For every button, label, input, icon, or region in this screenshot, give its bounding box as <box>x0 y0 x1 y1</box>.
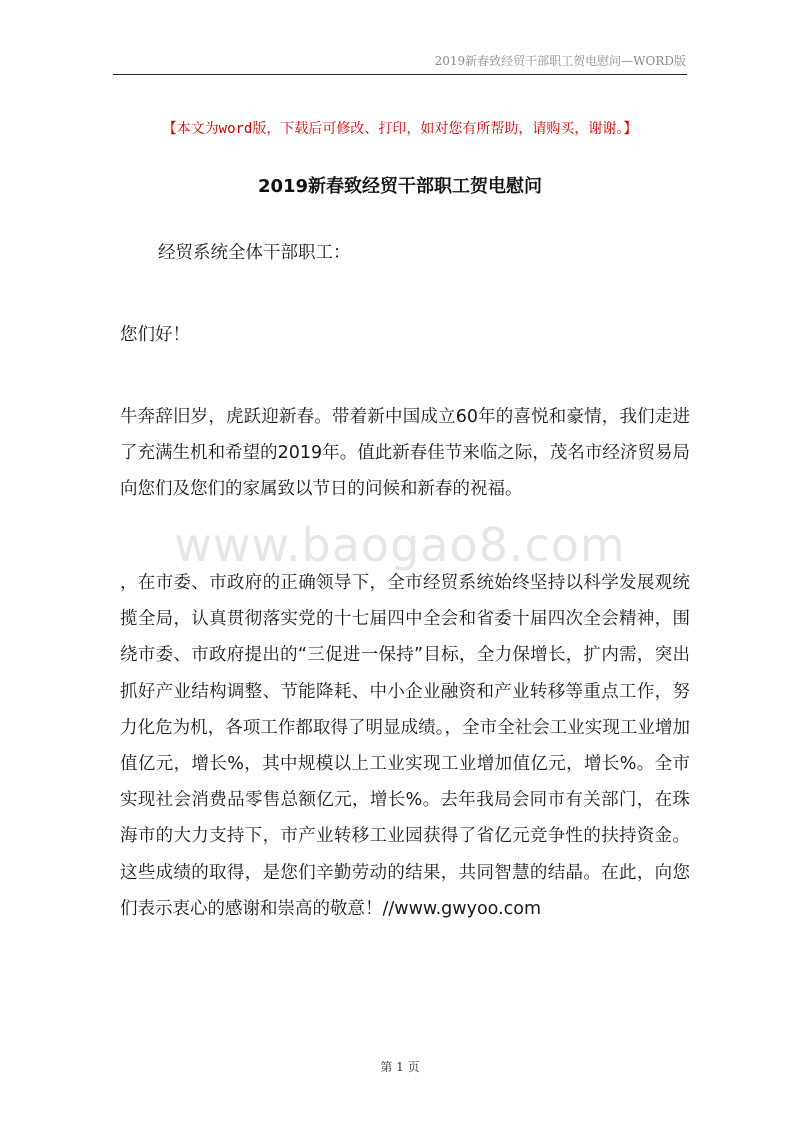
body-paragraph-2: ，在市委、市政府的正确领导下，全市经贸系统始终坚持以科学发展观统揽全局，认真贯彻落实党的十七届四中全会和省委十届四次全会精神，围绕市委、市政府提出的“三促进一保持”目标，全力保增长，扩内需，突出抓好产业结构调整、节能降耗、中小企业融资和产业转移等重点工作，努力化危为机，各项工作都取得了明显成绩。，全市全社会工业实现工业增加值亿元，增长%，其中规模以上工业实现工业增加值亿元，增长%。全市实现社会消费品零售总额亿元，增长%。去年我局会同市有关部门，在珠海市的大力支持下，市产业转移工业园获得了省亿元竞争性的扶持资金。这些成绩的取得，是您们辛勤劳动的结果，共同智慧的结晶。在此，向您们表示衷心的感谢和崇高的敬意！//www.gwyoo.com <box>120 573 690 919</box>
greeting: 您们好！ <box>120 325 190 345</box>
document-title: 2019新春致经贸干部职工贺电慰问 <box>257 176 543 197</box>
header-divider <box>113 74 687 75</box>
watermark: www.baogao8.com <box>174 518 626 572</box>
page-number: 第 1 页 <box>380 1060 420 1074</box>
body-paragraph-1: 牛奔辞旧岁，虎跃迎新春。带着新中国成立60年的喜悦和豪情，我们走进了充满生机和希望的2019年。值此新春佳节来临之际，茂名市经济贸易局向您们及您们的家属致以节日的问候和新春的祝福。 <box>120 407 690 500</box>
running-header: 2019新春致经贸干部职工贺电慰问—WORD版 <box>434 54 686 68</box>
purchase-notice: 【本文为word版，下载后可修改、打印，如对您有所帮助，请购买，谢谢。】 <box>162 121 638 137</box>
salutation: 经贸系统全体干部职工： <box>158 243 351 263</box>
